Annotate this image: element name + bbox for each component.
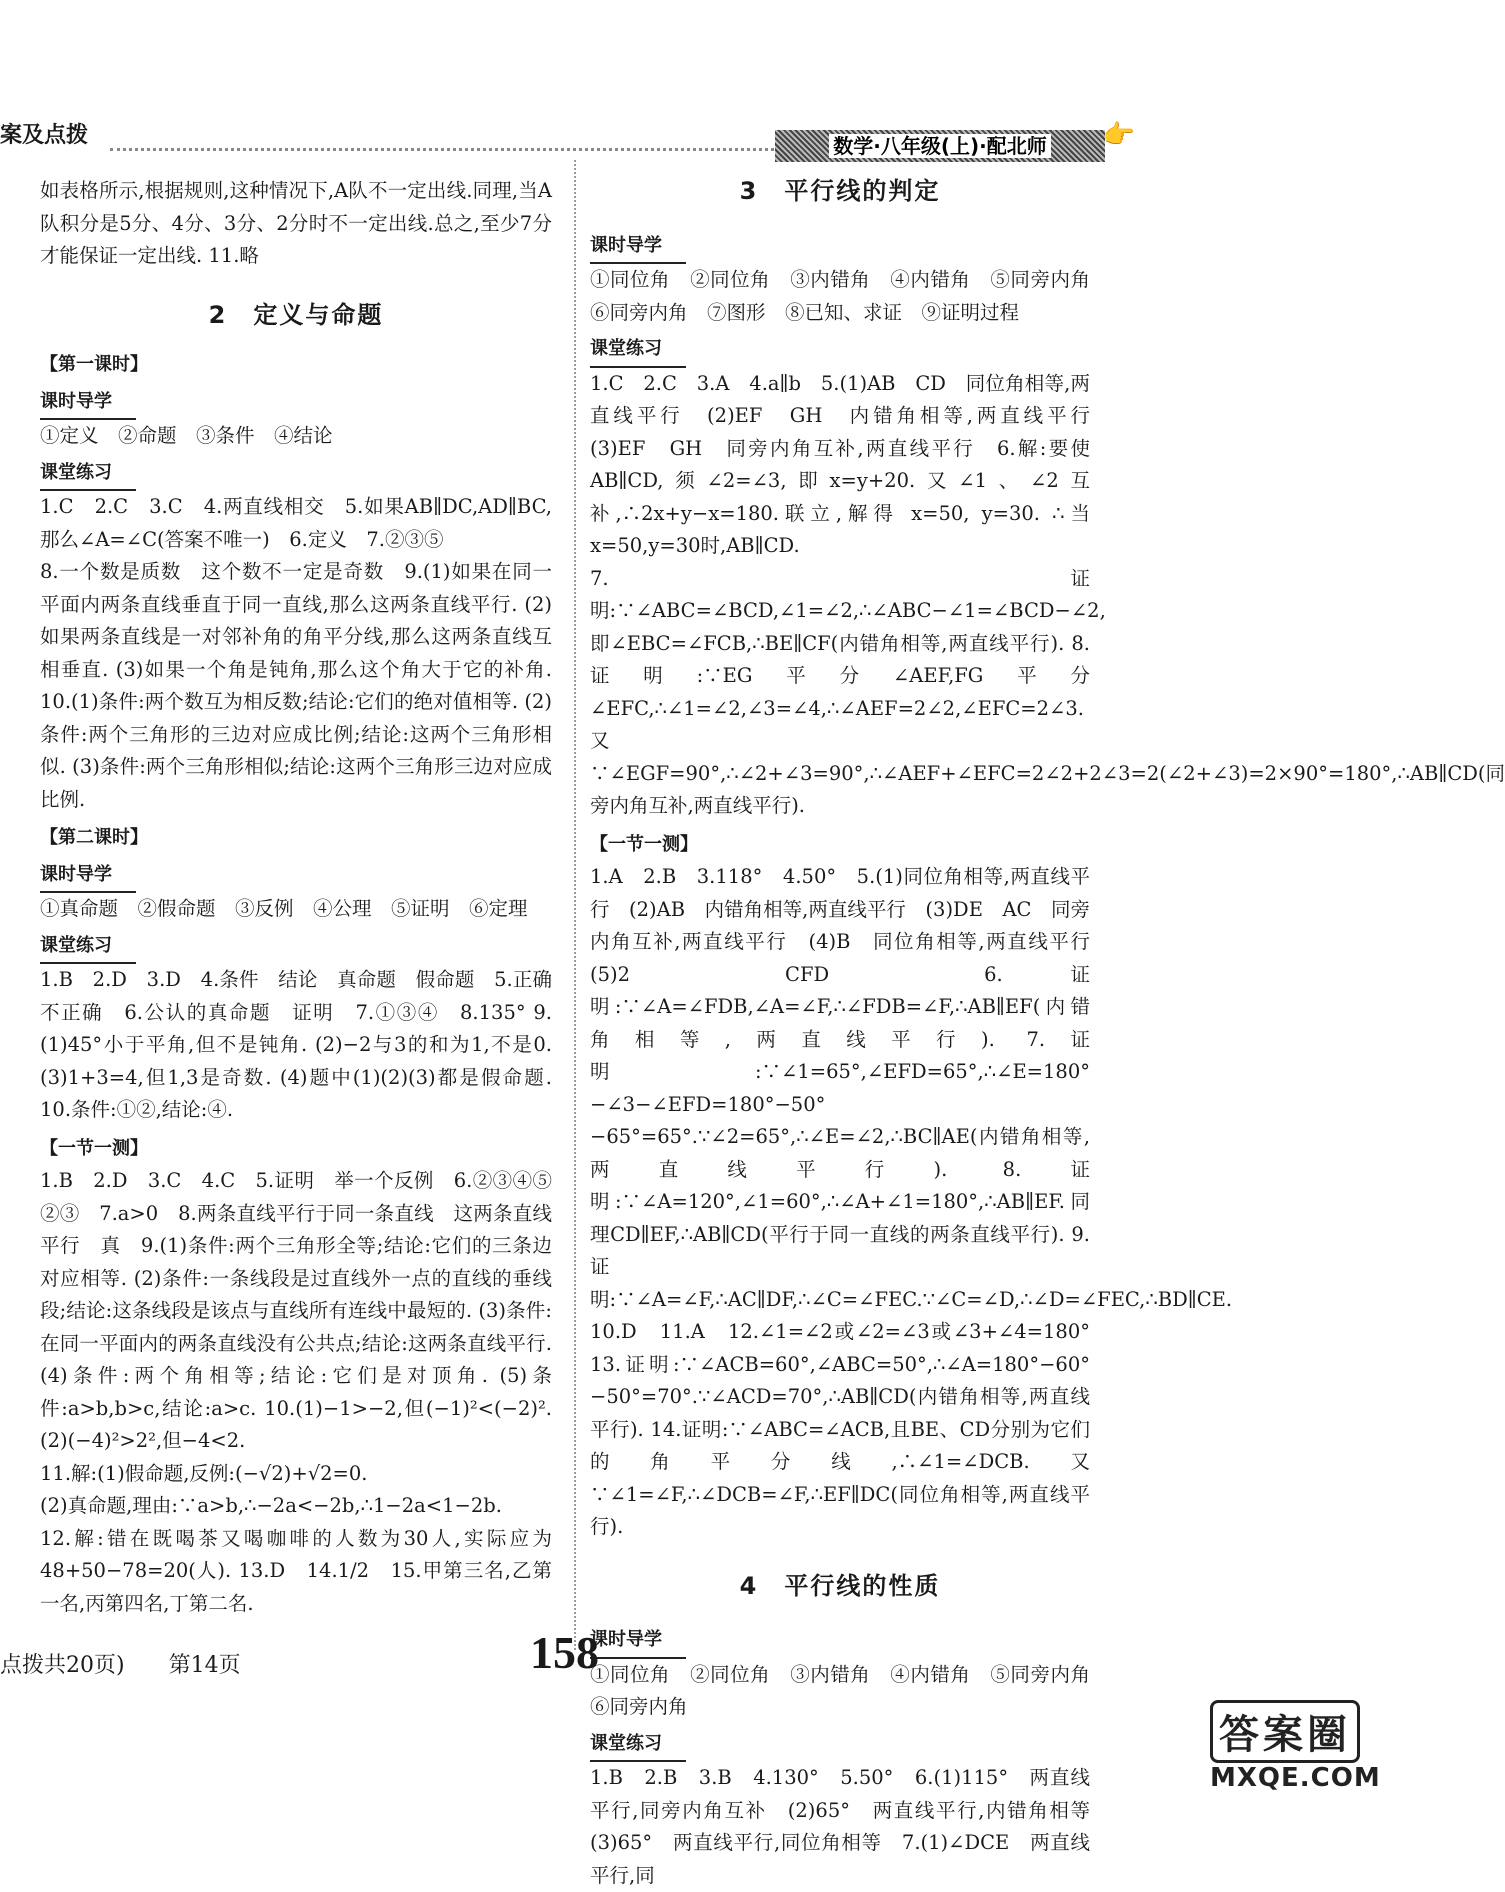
s4-practice: 1.B 2.B 3.B 4.130° 5.50° 6.(1)115° 两直线平行,同旁内角互补 (2)65° 两直线平行,内错角相等 (3)65° 两直线平行,同位角相等 7.(1)∠DCE 两直线平行,同 bbox=[590, 1766, 1110, 1887]
s3-practice2: 7.证明:∵∠ABC=∠BCD,∠1=∠2,∴∠ABC−∠1=∠BCD−∠2,即∠EBC=∠FCB,∴BE∥CF(内错角相等,两直线平行). 8.证明:∵EG平分∠AEF,FG平分∠EFC,∴∠1=∠2,∠3=∠4,∴∠AEF=2∠2,∠EFC=2∠3.又∵∠EGF=90°,∴∠2+∠3=90°,∴∠AEF+∠EFC=2∠2+2∠3=2(∠2+∠3)=2×90°=180°,∴AB∥CD(同旁内角互补,两直线平行). bbox=[590, 566, 1505, 817]
lesson2-test-label: 【一节一测】 bbox=[40, 1137, 148, 1159]
section-3-title: 3 平行线的判定 bbox=[739, 177, 941, 205]
column-divider bbox=[574, 160, 576, 1650]
mascot-icon: 👉 bbox=[1102, 120, 1135, 150]
lesson2-practice: 1.B 2.D 3.D 4.条件 结论 真命题 假命题 5.正确 不正确 6.公认的真命题 证明 7.①③④ 8.135° 9.(1)45°小于平角,但不是钝角. (2)−2与3的和为1,不是0. (3)1+3=4,但1,3是奇数. (4)题中(1)(2)(3)都是假命题. 10.条件:①②,结论:④. bbox=[40, 968, 572, 1121]
page-number: 158 bbox=[530, 1627, 599, 1678]
lesson2-guide: ①真命题 ②假命题 ③反例 ④公理 ⑤证明 ⑥定理 bbox=[40, 897, 528, 920]
s3-guide-label: 课时导学 bbox=[590, 230, 686, 265]
lesson1-guide: ①定义 ②命题 ③条件 ④结论 bbox=[40, 424, 333, 447]
header-right-banner bbox=[775, 130, 1105, 162]
lesson1-practice: 1.C 2.C 3.C 4.两直线相交 5.如果AB∥DC,AD∥BC,那么∠A=∠C(答案不唯一) 6.定义 7.②③⑤ bbox=[40, 495, 552, 551]
watermark-top-text: 答案圈 bbox=[1210, 1700, 1360, 1763]
lesson1-guide-label: 课时导学 bbox=[40, 386, 136, 421]
intro-text: 如表格所示,根据规则,这种情况下,A队不一定出线.同理,当A队积分是5分、4分、3分、2分时不一定出线.总之,至少7分才能保证一定出线. 11.略 bbox=[40, 179, 552, 267]
lesson1-more: 8.一个数是质数 这个数不一定是奇数 9.(1)如果在同一平面内两条直线垂直于同一直线,那么这两条直线平行. (2)如果两条直线是一对邻补角的角平分线,那么这两条直线互相垂直. (3)如果一个角是钝角,那么这个角大于它的补角. 10.(1)条件:两个数互为相反数;结论:它们的绝对值相等. (2)条件:两个三角形的三边对应成比例;结论:这两个三角形相似. (3)条件:两个三角形相似;结论:这两个三角形三边对应成比例. bbox=[40, 560, 552, 811]
lesson2-test: 1.B 2.D 3.C 4.C 5.证明 举一个反例 6.②③④⑤ ②③ 7.a>0 8.两条直线平行于同一条直线 这两条直线平行 真 9.(1)条件:两个三角形全等;结论:它们的三条边对应相等. (2)条件:一条线段是过直线外一点的直线的垂线段;结论:这条线段是该点与直线所有连线中最短的. (3)条件:在同一平面内的两条直线没有公共点;结论:这两条直线平行. (4)条件:两个角相等;结论:它们是对顶角. (5)条件:a>b,b>c,结论:a>c. 10.(1)−1>−2,但(−1)²<(−2)². (2)(−4)²>2²,但−4<2. bbox=[40, 1169, 572, 1452]
lesson1-practice-label: 课堂练习 bbox=[40, 457, 136, 492]
lesson2-label: 【第二课时】 bbox=[40, 827, 148, 848]
lesson1-label: 【第一课时】 bbox=[40, 354, 148, 375]
header-left-text: 案及点拨 bbox=[0, 123, 89, 148]
lesson2-guide-label: 课时导学 bbox=[40, 859, 136, 894]
left-column bbox=[40, 175, 572, 1620]
s3-practice-label: 课堂练习 bbox=[590, 333, 686, 368]
q12: 12.解:错在既喝茶又喝咖啡的人数为30人,实际应为48+50−78=20(人). 13.D 14.1/2 15.甲第三名,乙第一名,丙第四名,丁第二名. bbox=[40, 1526, 552, 1615]
section-2-title: 2 定义与命题 bbox=[208, 300, 384, 329]
header-right-text: 数学·八年级(上)·配北师 bbox=[829, 134, 1050, 158]
watermark-bottom-text: MXQE.COM bbox=[1210, 1763, 1381, 1793]
footer-left-text: 点拨共20页) 第14页 bbox=[0, 1653, 241, 1678]
lesson2-practice-label: 课堂练习 bbox=[40, 930, 136, 965]
s3-test: 1.A 2.B 3.118° 4.50° 5.(1)同位角相等,两直线平行 (2)AB 内错角相等,两直线平行 (3)DE AC 同旁内角互补,两直线平行 (4)B 同位角相等,两直线平行 (5)2 CFD 6.证明:∵∠A=∠FDB,∠A=∠F,∴∠FDB=∠F,∴AB∥EF(内错角相等,两直线平行). 7.证明:∵∠1=65°,∠EFD=65°,∴∠E=180°−∠3−∠EFD=180°−50°−65°=65°.∵∠2=65°,∴∠E=∠2,∴BC∥AE(内错角相等,两直线平行). 8.证明:∵∠A=120°,∠1=60°,∴∠A+∠1=180°,∴AB∥EF.同理CD∥EF,∴AB∥CD(平行于同一直线的两条直线平行). 9.证明:∵∠A=∠F,∴AC∥DF,∴∠C=∠FEC.∵∠C=∠D,∴∠D=∠FEC,∴BD∥CE. 10.D 11.A 12.∠1=∠2或∠2=∠3或∠3+∠4=180° 13.证明:∵∠ACB=60°,∠ABC=50°,∴∠A=180°−60°−50°=70°.∵∠ACD=70°,∴AB∥CD(内错角相等,两直线平行). 14.证明:∵∠ABC=∠ACB,且BE、CD分别为它们的角平分线,∴∠1=∠DCB.又∵∠1=∠F,∴∠DCB=∠F,∴EF∥DC(同位角相等,两直线平行). bbox=[590, 865, 1233, 1538]
s4-guide: ①同位角 ②同位角 ③内错角 ④内错角 ⑤同旁内角 ⑥同旁内角 bbox=[590, 1662, 1110, 1718]
s3-guide: ①同位角 ②同位角 ③内错角 ④内错角 ⑤同旁内角 ⑥同旁内角 ⑦图形 ⑧已知、求证 ⑨证明过程 bbox=[590, 268, 1110, 324]
s3-practice: 1.C 2.C 3.A 4.a∥b 5.(1)AB CD 同位角相等,两直线平行 (2)EF GH 内错角相等,两直线平行 (3)EF GH 同旁内角互补,两直线平行 6.解:要使AB∥CD,须∠2=∠3,即x=y+20.又∠1、∠2互补,∴2x+y−x=180.联立,解得 x=50, y=30. ∴当x=50,y=30时,AB∥CD. bbox=[590, 371, 1110, 557]
section-4-title: 4 平行线的性质 bbox=[739, 1571, 941, 1600]
s4-practice-label: 课堂练习 bbox=[590, 1728, 686, 1763]
s3-test-label: 【一节一测】 bbox=[590, 833, 698, 855]
q11b: (2)真命题,理由:∵a>b,∴−2a<−2b,∴1−2a<1−2b. bbox=[40, 1494, 502, 1517]
q11a: 11.解:(1)假命题,反例:(−√2)+√2=0. bbox=[40, 1461, 368, 1485]
s4-guide-label: 课时导学 bbox=[590, 1624, 686, 1659]
watermark-logo bbox=[1210, 1700, 1395, 1793]
